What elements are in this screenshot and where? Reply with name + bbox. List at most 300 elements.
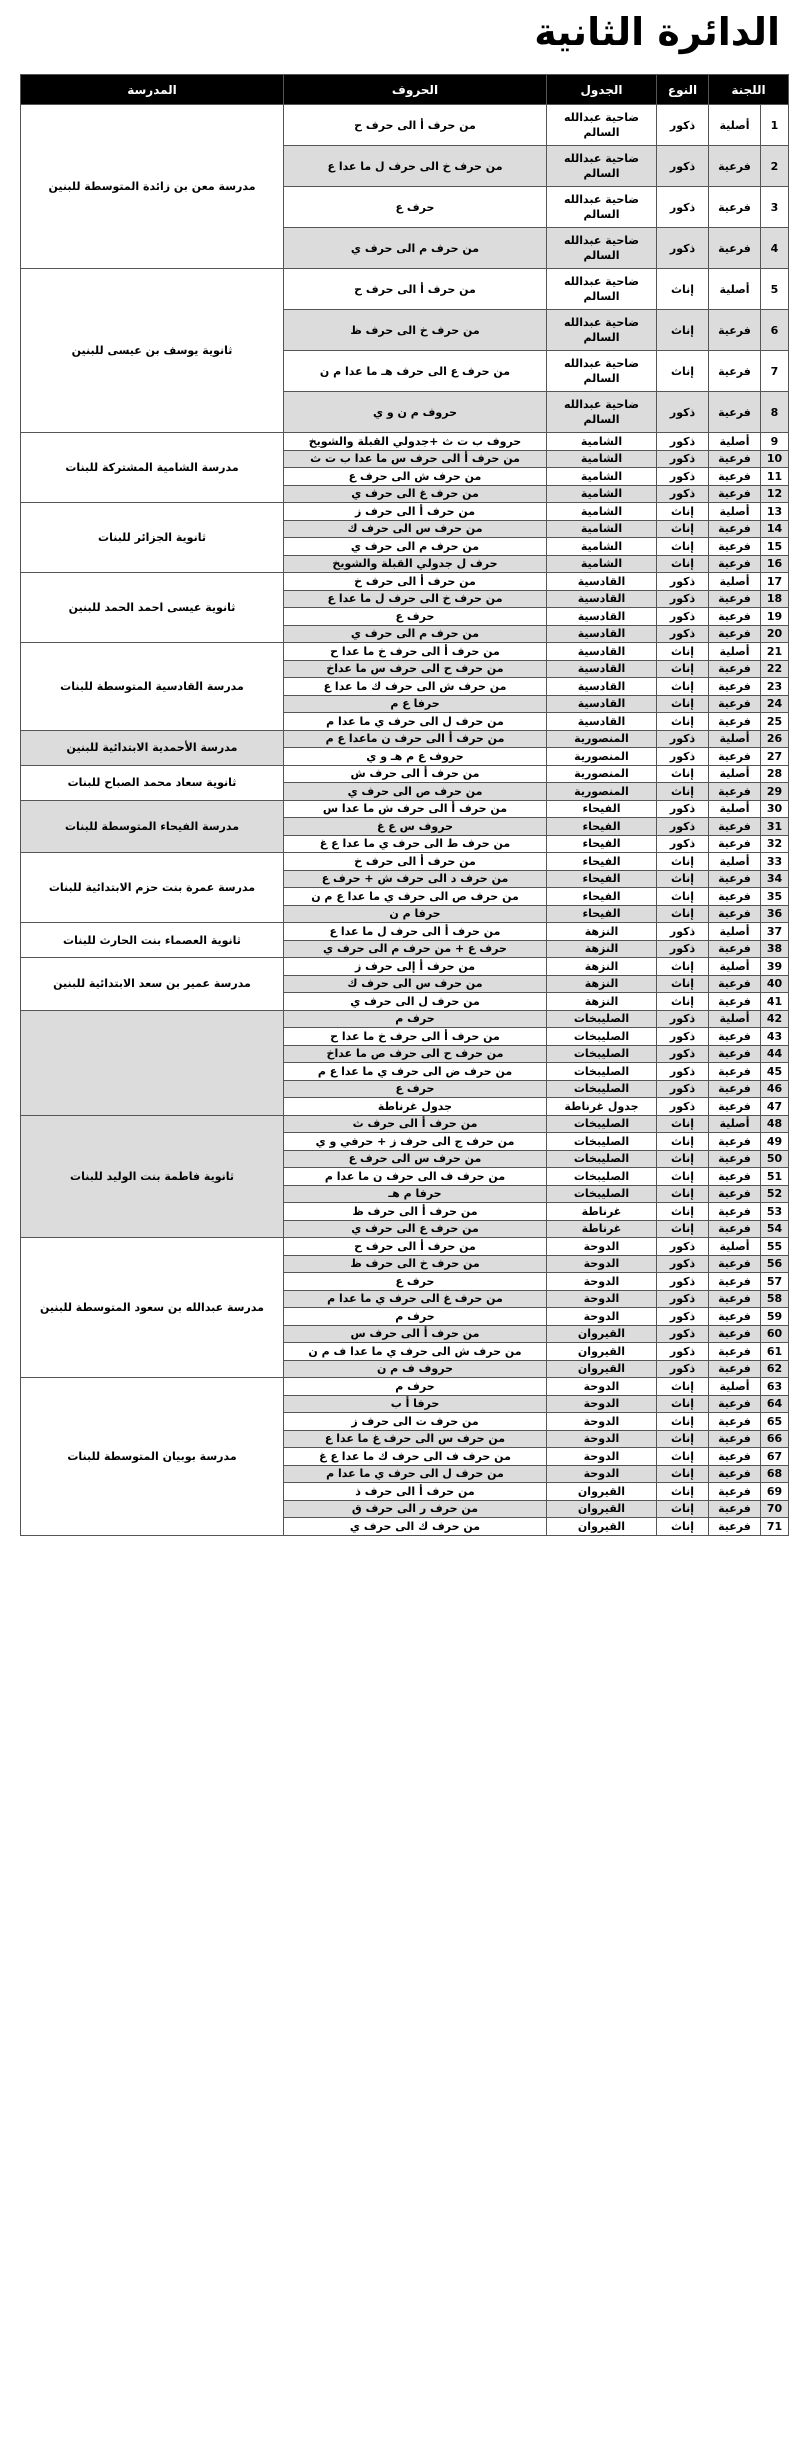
gender-cell: إناث: [657, 643, 709, 661]
school-cell: مدرسة عمرة بنت حزم الابتدائية للبنات: [21, 853, 284, 923]
row-number: 33: [761, 853, 789, 871]
letters-cell: حرف ع: [284, 1273, 547, 1291]
gender-cell: ذكور: [657, 608, 709, 626]
schedule-cell: القادسية: [547, 695, 657, 713]
row-number: 9: [761, 433, 789, 451]
gender-cell: ذكور: [657, 228, 709, 269]
schedule-cell: الصليبخات: [547, 1150, 657, 1168]
gender-cell: ذكور: [657, 433, 709, 451]
schedule-cell: الفيحاء: [547, 853, 657, 871]
school-cell: مدرسة الأحمدية الابتدائية للبنين: [21, 730, 284, 765]
gender-cell: إناث: [657, 1518, 709, 1536]
row-number: 44: [761, 1045, 789, 1063]
letters-cell: من حرف ص الى حرف ي ما عدا ع م ن: [284, 888, 547, 906]
schedule-cell: الشامية: [547, 433, 657, 451]
row-number: 34: [761, 870, 789, 888]
committee-cell: فرعية: [709, 450, 761, 468]
letters-cell: حرف ع: [284, 187, 547, 228]
schedule-cell: القيروان: [547, 1325, 657, 1343]
school-cell: مدرسة القادسية المتوسطة للبنات: [21, 643, 284, 731]
letters-cell: حرف ع + من حرف م الى حرف ي: [284, 940, 547, 958]
letters-cell: من حرف ف الى حرف ك ما عدا ع غ: [284, 1448, 547, 1466]
row-number: 51: [761, 1168, 789, 1186]
gender-cell: إناث: [657, 1203, 709, 1221]
row-number: 21: [761, 643, 789, 661]
letters-cell: حرف م: [284, 1378, 547, 1396]
header-schedule: الجدول: [547, 75, 657, 105]
gender-cell: ذكور: [657, 187, 709, 228]
letters-cell: من حرف أ الى حرف خ: [284, 853, 547, 871]
committee-cell: أصلية: [709, 1378, 761, 1396]
letters-cell: من حرف أ الى حرف ح: [284, 1238, 547, 1256]
schedule-cell: الدوحة: [547, 1413, 657, 1431]
schedule-cell: الشامية: [547, 485, 657, 503]
gender-cell: ذكور: [657, 1343, 709, 1361]
gender-cell: ذكور: [657, 105, 709, 146]
gender-cell: إناث: [657, 1448, 709, 1466]
schedule-cell: ضاحية عبدالله السالم: [547, 392, 657, 433]
gender-cell: ذكور: [657, 1063, 709, 1081]
letters-cell: من حرف ع الى حرف ي: [284, 1220, 547, 1238]
letters-cell: من حرف ت الى حرف ز: [284, 1413, 547, 1431]
committee-cell: أصلية: [709, 573, 761, 591]
letters-cell: من حرف أ الى حرف ن ماعدا ع م: [284, 730, 547, 748]
schedule-cell: الشامية: [547, 468, 657, 486]
committee-cell: أصلية: [709, 269, 761, 310]
letters-cell: من حرف غ الى حرف ي ما عدا م: [284, 1290, 547, 1308]
letters-cell: من حرف أ الى حرف ح: [284, 105, 547, 146]
letters-cell: من حرف أ الى حرف ش: [284, 765, 547, 783]
row-number: 37: [761, 923, 789, 941]
schedule-cell: الصليبخات: [547, 1185, 657, 1203]
letters-cell: من حرف ش الى حرف ك ما عدا ع: [284, 678, 547, 696]
gender-cell: ذكور: [657, 1255, 709, 1273]
schedule-cell: الشامية: [547, 538, 657, 556]
school-cell: ثانوية الجزائر للبنات: [21, 503, 284, 573]
school-cell: ثانوية عيسى احمد الحمد للبنين: [21, 573, 284, 643]
school-cell: مدرسة عمير بن سعد الابتدائية للبنين: [21, 958, 284, 1011]
schedule-cell: الصليبخات: [547, 1063, 657, 1081]
table-row: [21, 800, 789, 818]
committee-cell: فرعية: [709, 468, 761, 486]
table-row: [21, 853, 789, 871]
schedule-cell: الدوحة: [547, 1290, 657, 1308]
letters-cell: من حرف ل الى حرف ي: [284, 993, 547, 1011]
letters-cell: من حرف أ الى حرف ث: [284, 1115, 547, 1133]
schedule-cell: القيروان: [547, 1500, 657, 1518]
gender-cell: إناث: [657, 1378, 709, 1396]
schedule-cell: الدوحة: [547, 1378, 657, 1396]
row-number: 56: [761, 1255, 789, 1273]
row-number: 18: [761, 590, 789, 608]
committee-cell: فرعية: [709, 1255, 761, 1273]
committee-cell: أصلية: [709, 503, 761, 521]
committee-cell: فرعية: [709, 748, 761, 766]
committee-cell: فرعية: [709, 1500, 761, 1518]
row-number: 15: [761, 538, 789, 556]
letters-cell: من حرف خ الى حرف ل ما عدا ع: [284, 590, 547, 608]
committee-cell: فرعية: [709, 1465, 761, 1483]
gender-cell: إناث: [657, 1413, 709, 1431]
table-row: [21, 573, 789, 591]
letters-cell: من حرف ض الى حرف ي ما عدا ع م: [284, 1063, 547, 1081]
schedule-cell: الصليبخات: [547, 1168, 657, 1186]
row-number: 20: [761, 625, 789, 643]
letters-cell: حرفا م هـ: [284, 1185, 547, 1203]
row-number: 69: [761, 1483, 789, 1501]
row-number: 7: [761, 351, 789, 392]
letters-cell: من حرف أ الى حرف ح: [284, 269, 547, 310]
gender-cell: إناث: [657, 520, 709, 538]
committee-cell: فرعية: [709, 1203, 761, 1221]
gender-cell: ذكور: [657, 485, 709, 503]
table-row: [21, 923, 789, 941]
letters-cell: من حرف أ الى حرف ظ: [284, 1203, 547, 1221]
schedule-cell: النزهة: [547, 958, 657, 976]
gender-cell: ذكور: [657, 146, 709, 187]
committee-cell: فرعية: [709, 1360, 761, 1378]
row-number: 52: [761, 1185, 789, 1203]
row-number: 55: [761, 1238, 789, 1256]
letters-cell: من حرف أ الى حرف خ ما عدا ح: [284, 1028, 547, 1046]
committee-cell: فرعية: [709, 818, 761, 836]
row-number: 67: [761, 1448, 789, 1466]
gender-cell: إناث: [657, 1150, 709, 1168]
gender-cell: إناث: [657, 853, 709, 871]
row-number: 26: [761, 730, 789, 748]
schedule-cell: القادسية: [547, 713, 657, 731]
row-number: 17: [761, 573, 789, 591]
schedule-cell: القيروان: [547, 1518, 657, 1536]
gender-cell: إناث: [657, 888, 709, 906]
row-number: 60: [761, 1325, 789, 1343]
gender-cell: إناث: [657, 555, 709, 573]
committee-cell: فرعية: [709, 392, 761, 433]
schedule-cell: المنصورية: [547, 730, 657, 748]
gender-cell: إناث: [657, 765, 709, 783]
committee-cell: فرعية: [709, 1343, 761, 1361]
row-number: 22: [761, 660, 789, 678]
letters-cell: من حرف د الى حرف ش + حرف ع: [284, 870, 547, 888]
row-number: 28: [761, 765, 789, 783]
committee-cell: فرعية: [709, 975, 761, 993]
schedule-cell: الدوحة: [547, 1395, 657, 1413]
schedule-cell: غرناطة: [547, 1203, 657, 1221]
letters-cell: من حرف ح الى حرف ص ما عداخ: [284, 1045, 547, 1063]
schedule-cell: النزهة: [547, 975, 657, 993]
committee-cell: فرعية: [709, 310, 761, 351]
letters-cell: من حرف ش الى حرف ي ما عدا ف م ن: [284, 1343, 547, 1361]
schedule-cell: الدوحة: [547, 1238, 657, 1256]
schedule-cell: الدوحة: [547, 1465, 657, 1483]
row-number: 35: [761, 888, 789, 906]
schedule-cell: الصليبخات: [547, 1115, 657, 1133]
gender-cell: إناث: [657, 1220, 709, 1238]
row-number: 68: [761, 1465, 789, 1483]
school-cell: مدرسة الشامية المشتركة للبنات: [21, 433, 284, 503]
school-cell: مدرسة الفيحاء المتوسطة للبنات: [21, 800, 284, 853]
committee-cell: فرعية: [709, 146, 761, 187]
schedule-cell: القادسية: [547, 590, 657, 608]
schedule-cell: الصليبخات: [547, 1010, 657, 1028]
schedule-cell: الشامية: [547, 520, 657, 538]
schedule-cell: ضاحية عبدالله السالم: [547, 310, 657, 351]
committee-cell: فرعية: [709, 1168, 761, 1186]
schedule-cell: الشامية: [547, 450, 657, 468]
letters-cell: من حرف أ الى حرف خ ما عدا ح: [284, 643, 547, 661]
committee-cell: أصلية: [709, 923, 761, 941]
gender-cell: ذكور: [657, 1045, 709, 1063]
letters-cell: من حرف خ الى حرف ظ: [284, 1255, 547, 1273]
header-letters: الحروف: [284, 75, 547, 105]
committee-cell: فرعية: [709, 1325, 761, 1343]
row-number: 40: [761, 975, 789, 993]
committee-cell: فرعية: [709, 625, 761, 643]
schedule-cell: القيروان: [547, 1483, 657, 1501]
committee-cell: فرعية: [709, 993, 761, 1011]
schedule-cell: الفيحاء: [547, 835, 657, 853]
row-number: 41: [761, 993, 789, 1011]
table-body: [21, 105, 789, 1536]
gender-cell: ذكور: [657, 450, 709, 468]
gender-cell: ذكور: [657, 1325, 709, 1343]
letters-cell: حرف م: [284, 1010, 547, 1028]
row-number: 25: [761, 713, 789, 731]
row-number: 66: [761, 1430, 789, 1448]
schedule-cell: ضاحية عبدالله السالم: [547, 105, 657, 146]
committee-cell: فرعية: [709, 870, 761, 888]
committee-cell: فرعية: [709, 713, 761, 731]
row-number: 59: [761, 1308, 789, 1326]
row-number: 58: [761, 1290, 789, 1308]
letters-cell: من حرف خ الى حرف ظ: [284, 310, 547, 351]
row-number: 31: [761, 818, 789, 836]
committee-cell: فرعية: [709, 783, 761, 801]
gender-cell: ذكور: [657, 573, 709, 591]
gender-cell: ذكور: [657, 748, 709, 766]
letters-cell: من حرف أ الى حرف ل ما عدا ع: [284, 923, 547, 941]
row-number: 49: [761, 1133, 789, 1151]
row-number: 43: [761, 1028, 789, 1046]
committee-cell: فرعية: [709, 1273, 761, 1291]
committee-cell: فرعية: [709, 695, 761, 713]
committee-cell: فرعية: [709, 835, 761, 853]
row-number: 12: [761, 485, 789, 503]
letters-cell: من حرف م الى حرف ي: [284, 228, 547, 269]
gender-cell: ذكور: [657, 392, 709, 433]
schedule-cell: المنصورية: [547, 748, 657, 766]
letters-cell: حرف م: [284, 1308, 547, 1326]
gender-cell: إناث: [657, 310, 709, 351]
gender-cell: إناث: [657, 1115, 709, 1133]
letters-cell: من حرف ش الى حرف ع: [284, 468, 547, 486]
schedule-cell: الدوحة: [547, 1308, 657, 1326]
letters-cell: من حرف م الى حرف ي: [284, 625, 547, 643]
schedule-cell: الصليبخات: [547, 1045, 657, 1063]
schedule-cell: القادسية: [547, 608, 657, 626]
row-number: 30: [761, 800, 789, 818]
gender-cell: إناث: [657, 503, 709, 521]
row-number: 57: [761, 1273, 789, 1291]
letters-cell: من حرف م الى حرف ي: [284, 538, 547, 556]
row-number: 61: [761, 1343, 789, 1361]
committee-cell: أصلية: [709, 800, 761, 818]
gender-cell: إناث: [657, 538, 709, 556]
letters-cell: من حرف أ إلى حرف ز: [284, 958, 547, 976]
letters-cell: من حرف ع الى حرف هـ ما عدا م ن: [284, 351, 547, 392]
schedule-cell: النزهة: [547, 993, 657, 1011]
committee-cell: فرعية: [709, 187, 761, 228]
letters-cell: من حرف ر الى حرف ق: [284, 1500, 547, 1518]
letters-cell: من حرف س الى حرف ع: [284, 1150, 547, 1168]
gender-cell: ذكور: [657, 625, 709, 643]
schedule-cell: النزهة: [547, 923, 657, 941]
table-row: [21, 730, 789, 748]
committee-cell: فرعية: [709, 1150, 761, 1168]
letters-cell: حرف ع: [284, 1080, 547, 1098]
letters-cell: من حرف ص الى حرف ي: [284, 783, 547, 801]
gender-cell: إناث: [657, 1395, 709, 1413]
schedule-cell: ضاحية عبدالله السالم: [547, 351, 657, 392]
header-gender: النوع: [657, 75, 709, 105]
row-number: 1: [761, 105, 789, 146]
header-committee: اللجنة: [709, 75, 789, 105]
gender-cell: إناث: [657, 1185, 709, 1203]
schedule-cell: القادسية: [547, 678, 657, 696]
committee-cell: فرعية: [709, 1220, 761, 1238]
table-row: [21, 1238, 789, 1256]
letters-cell: من حرف غ الى حرف ي: [284, 485, 547, 503]
school-cell: ثانوية سعاد محمد الصباح للبنات: [21, 765, 284, 800]
gender-cell: ذكور: [657, 1010, 709, 1028]
gender-cell: إناث: [657, 1483, 709, 1501]
committee-cell: فرعية: [709, 1413, 761, 1431]
gender-cell: إناث: [657, 870, 709, 888]
committee-cell: أصلية: [709, 1115, 761, 1133]
row-number: 13: [761, 503, 789, 521]
letters-cell: جدول غرناطة: [284, 1098, 547, 1116]
schedule-cell: الصليبخات: [547, 1028, 657, 1046]
committee-cell: فرعية: [709, 1063, 761, 1081]
gender-cell: إناث: [657, 975, 709, 993]
letters-cell: حروف ف م ن: [284, 1360, 547, 1378]
gender-cell: إناث: [657, 713, 709, 731]
school-cell: ثانوية يوسف بن عيسى للبنين: [21, 269, 284, 433]
schedule-cell: القادسية: [547, 660, 657, 678]
gender-cell: ذكور: [657, 923, 709, 941]
committee-cell: فرعية: [709, 351, 761, 392]
letters-cell: حرفا ع م: [284, 695, 547, 713]
table-row: [21, 269, 789, 310]
committee-cell: فرعية: [709, 1133, 761, 1151]
letters-cell: حرفا م ن: [284, 905, 547, 923]
letters-cell: من حرف ل الى حرف ي ما عدا م: [284, 713, 547, 731]
schedule-cell: القيروان: [547, 1360, 657, 1378]
school-cell: مدرسة بوبيان المتوسطة للبنات: [21, 1378, 284, 1536]
letters-cell: من حرف ج الى حرف ز + حرفي و ي: [284, 1133, 547, 1151]
gender-cell: إناث: [657, 351, 709, 392]
page-title: الدائرة الثانية: [534, 10, 780, 54]
gender-cell: إناث: [657, 660, 709, 678]
row-number: 24: [761, 695, 789, 713]
committee-cell: فرعية: [709, 1430, 761, 1448]
letters-cell: من حرف ل الى حرف ي ما عدا م: [284, 1465, 547, 1483]
schedule-cell: القادسية: [547, 573, 657, 591]
row-number: 45: [761, 1063, 789, 1081]
row-number: 63: [761, 1378, 789, 1396]
letters-cell: من حرف خ الى حرف ل ما عدا ع: [284, 146, 547, 187]
committee-cell: فرعية: [709, 1290, 761, 1308]
letters-cell: حروف م ن و ي: [284, 392, 547, 433]
row-number: 54: [761, 1220, 789, 1238]
school-cell: مدرسة عبدالله بن سعود المتوسطة للبنين: [21, 1238, 284, 1378]
table-row: [21, 765, 789, 783]
committee-cell: فرعية: [709, 228, 761, 269]
table-header-row: [21, 75, 789, 105]
gender-cell: إناث: [657, 958, 709, 976]
row-number: 47: [761, 1098, 789, 1116]
row-number: 50: [761, 1150, 789, 1168]
table-row: [21, 433, 789, 451]
letters-cell: من حرف س الى حرف ك: [284, 975, 547, 993]
row-number: 39: [761, 958, 789, 976]
committee-cell: أصلية: [709, 765, 761, 783]
committee-cell: أصلية: [709, 105, 761, 146]
gender-cell: إناث: [657, 905, 709, 923]
schedule-cell: الشامية: [547, 555, 657, 573]
committee-cell: أصلية: [709, 730, 761, 748]
letters-cell: من حرف س الى حرف غ ما عدا ع: [284, 1430, 547, 1448]
schedule-cell: المنصورية: [547, 783, 657, 801]
gender-cell: ذكور: [657, 1080, 709, 1098]
row-number: 2: [761, 146, 789, 187]
committees-table: [20, 74, 789, 1536]
gender-cell: ذكور: [657, 835, 709, 853]
gender-cell: إناث: [657, 993, 709, 1011]
letters-cell: من حرف س الى حرف ك: [284, 520, 547, 538]
table-row: [21, 1115, 789, 1133]
row-number: 29: [761, 783, 789, 801]
schedule-cell: الفيحاء: [547, 905, 657, 923]
row-number: 36: [761, 905, 789, 923]
row-number: 4: [761, 228, 789, 269]
row-number: 71: [761, 1518, 789, 1536]
gender-cell: ذكور: [657, 468, 709, 486]
table-row: [21, 643, 789, 661]
letters-cell: حرف ع: [284, 608, 547, 626]
schedule-cell: الدوحة: [547, 1448, 657, 1466]
committee-cell: فرعية: [709, 1185, 761, 1203]
gender-cell: ذكور: [657, 800, 709, 818]
letters-cell: حروف س ع غ: [284, 818, 547, 836]
committee-cell: فرعية: [709, 678, 761, 696]
schedule-cell: ضاحية عبدالله السالم: [547, 146, 657, 187]
schedule-cell: الدوحة: [547, 1255, 657, 1273]
schedule-cell: النزهة: [547, 940, 657, 958]
row-number: 42: [761, 1010, 789, 1028]
row-number: 64: [761, 1395, 789, 1413]
committee-cell: فرعية: [709, 940, 761, 958]
row-number: 48: [761, 1115, 789, 1133]
school-cell: [21, 1010, 284, 1115]
schedule-cell: الفيحاء: [547, 870, 657, 888]
gender-cell: ذكور: [657, 1360, 709, 1378]
table-row: [21, 1378, 789, 1396]
row-number: 32: [761, 835, 789, 853]
committee-cell: أصلية: [709, 1238, 761, 1256]
row-number: 46: [761, 1080, 789, 1098]
committee-cell: فرعية: [709, 485, 761, 503]
